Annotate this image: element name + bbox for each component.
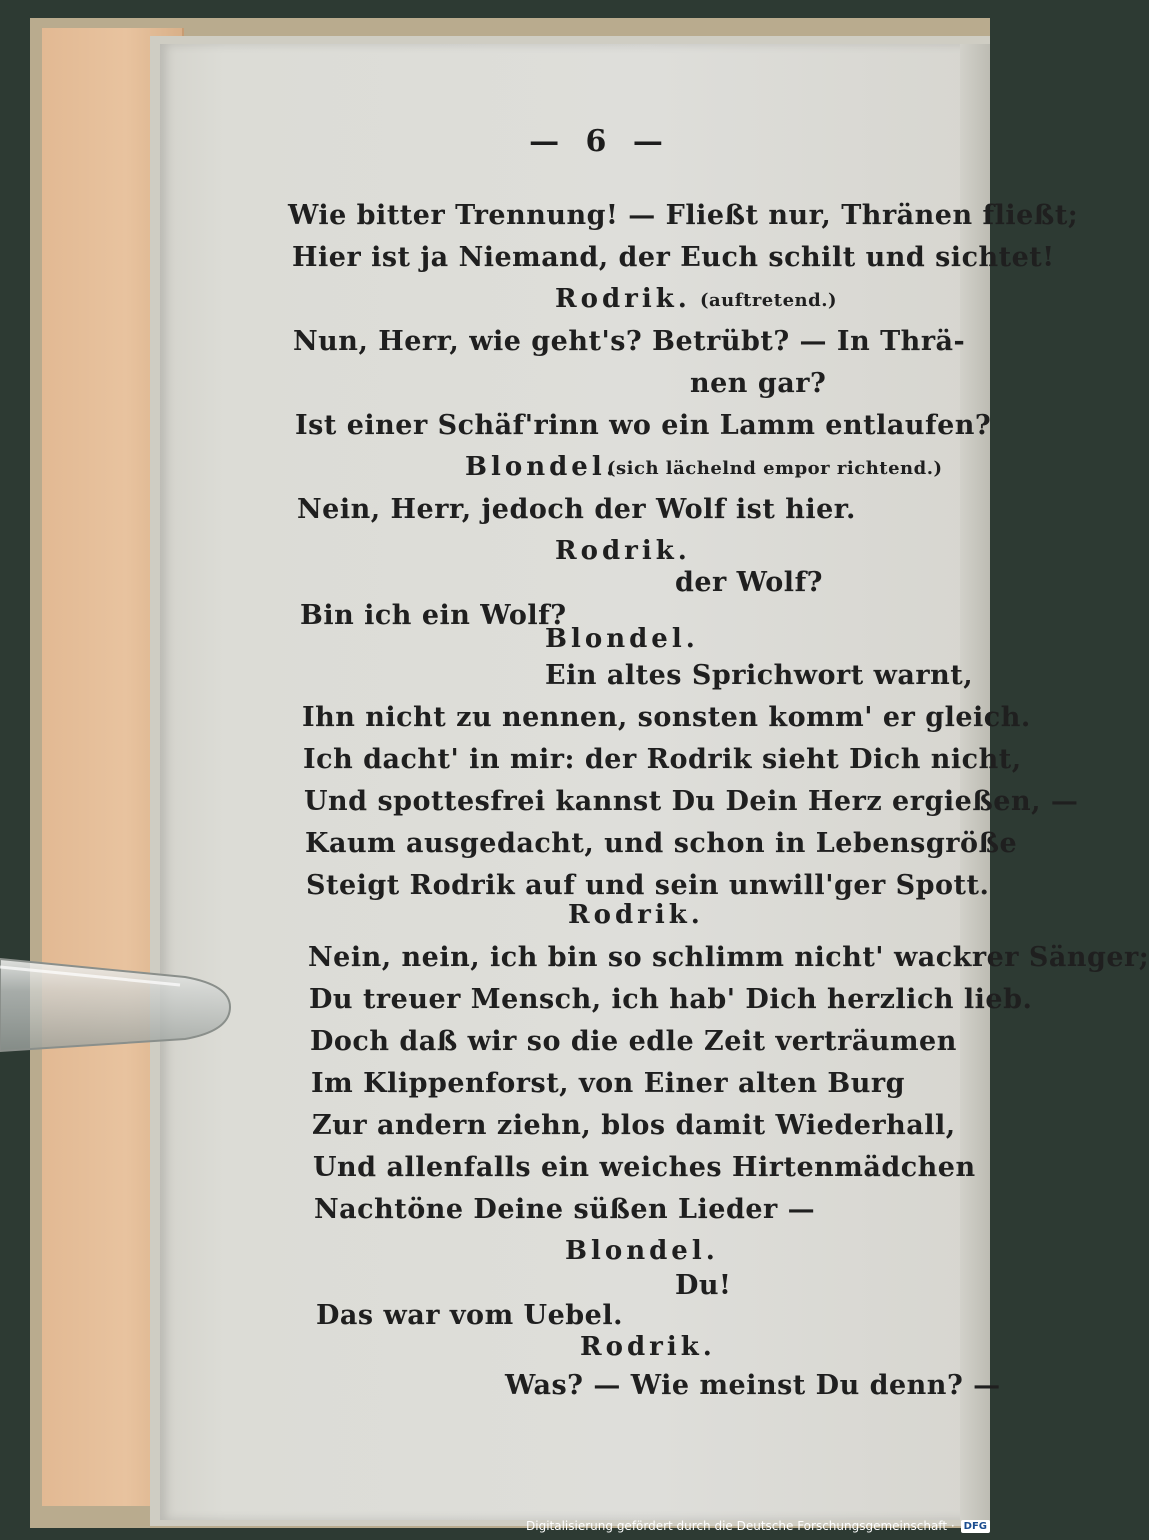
text-line: Und spottesfrei kannst Du Dein Herz ergießen, — (304, 786, 1079, 817)
footer-text: Digitalisierung gefördert durch die Deutsche Forschungsgemeinschaft · (526, 1519, 955, 1533)
text-line: Hier ist ja Niemand, der Euch schilt und sichtet! (292, 242, 1055, 273)
page-clip (0, 955, 232, 1053)
stage-direction: (sich lächelnd empor richtend.) (607, 458, 943, 479)
text-line: Nein, Herr, jedoch der Wolf ist hier. (297, 494, 856, 525)
speaker-name: Rodrik. (555, 536, 691, 566)
text-line: Steigt Rodrik auf und sein unwill'ger Spott. (306, 870, 990, 901)
text-line: Ist einer Schäf'rinn wo ein Lamm entlaufen? (295, 410, 992, 441)
text-line: Was? — Wie meinst Du denn? — (505, 1370, 1001, 1401)
text-line: Zur andern ziehn, blos damit Wiederhall, (312, 1110, 956, 1141)
text-line: Und allenfalls ein weiches Hirtenmädchen (313, 1152, 976, 1183)
text-line: Ein altes Sprichwort warnt, (545, 660, 974, 691)
text-line: Ich dacht' in mir: der Rodrik sieht Dich nicht, (303, 744, 1022, 775)
text-line: Kaum ausgedacht, und schon in Lebensgröße (305, 828, 1018, 859)
text-line: Bin ich ein Wolf? (300, 600, 567, 631)
speaker-name: Blondel. (545, 624, 699, 654)
text-line: Im Klippenforst, von Einer alten Burg (311, 1068, 905, 1099)
digitization-footer (526, 1516, 990, 1536)
text-line: Das war vom Uebel. (316, 1300, 623, 1331)
text-line: nen gar? (690, 368, 827, 399)
text-line: Wie bitter Trennung! — Fließt nur, Thränen fließt; (288, 200, 1079, 231)
speaker-name: Blondel. (465, 452, 619, 482)
page-number: — 6 — (529, 124, 671, 159)
text-line: Nein, nein, ich bin so schlimm nicht' wackrer Sänger; (308, 942, 1149, 973)
speaker-name: Blondel. (565, 1236, 719, 1266)
text-line: Du! (675, 1270, 732, 1301)
speaker-name: Rodrik. (580, 1332, 716, 1362)
stage-direction: (auftretend.) (700, 290, 837, 311)
text-line: Nachtöne Deine süßen Lieder — (314, 1194, 816, 1225)
text-line: Ihn nicht zu nennen, sonsten komm' er gleich. (302, 702, 1031, 733)
text-line: Doch daß wir so die edle Zeit verträumen (310, 1026, 957, 1057)
text-line: der Wolf? (675, 567, 824, 598)
text-line: Nun, Herr, wie geht's? Betrübt? — In Thrä- (293, 326, 966, 357)
text-line: Du treuer Mensch, ich hab' Dich herzlich lieb. (309, 984, 1033, 1015)
speaker-name: Rodrik. (568, 900, 704, 930)
speaker-name: Rodrik. (555, 284, 691, 314)
dfg-logo: DFG (961, 1520, 990, 1533)
